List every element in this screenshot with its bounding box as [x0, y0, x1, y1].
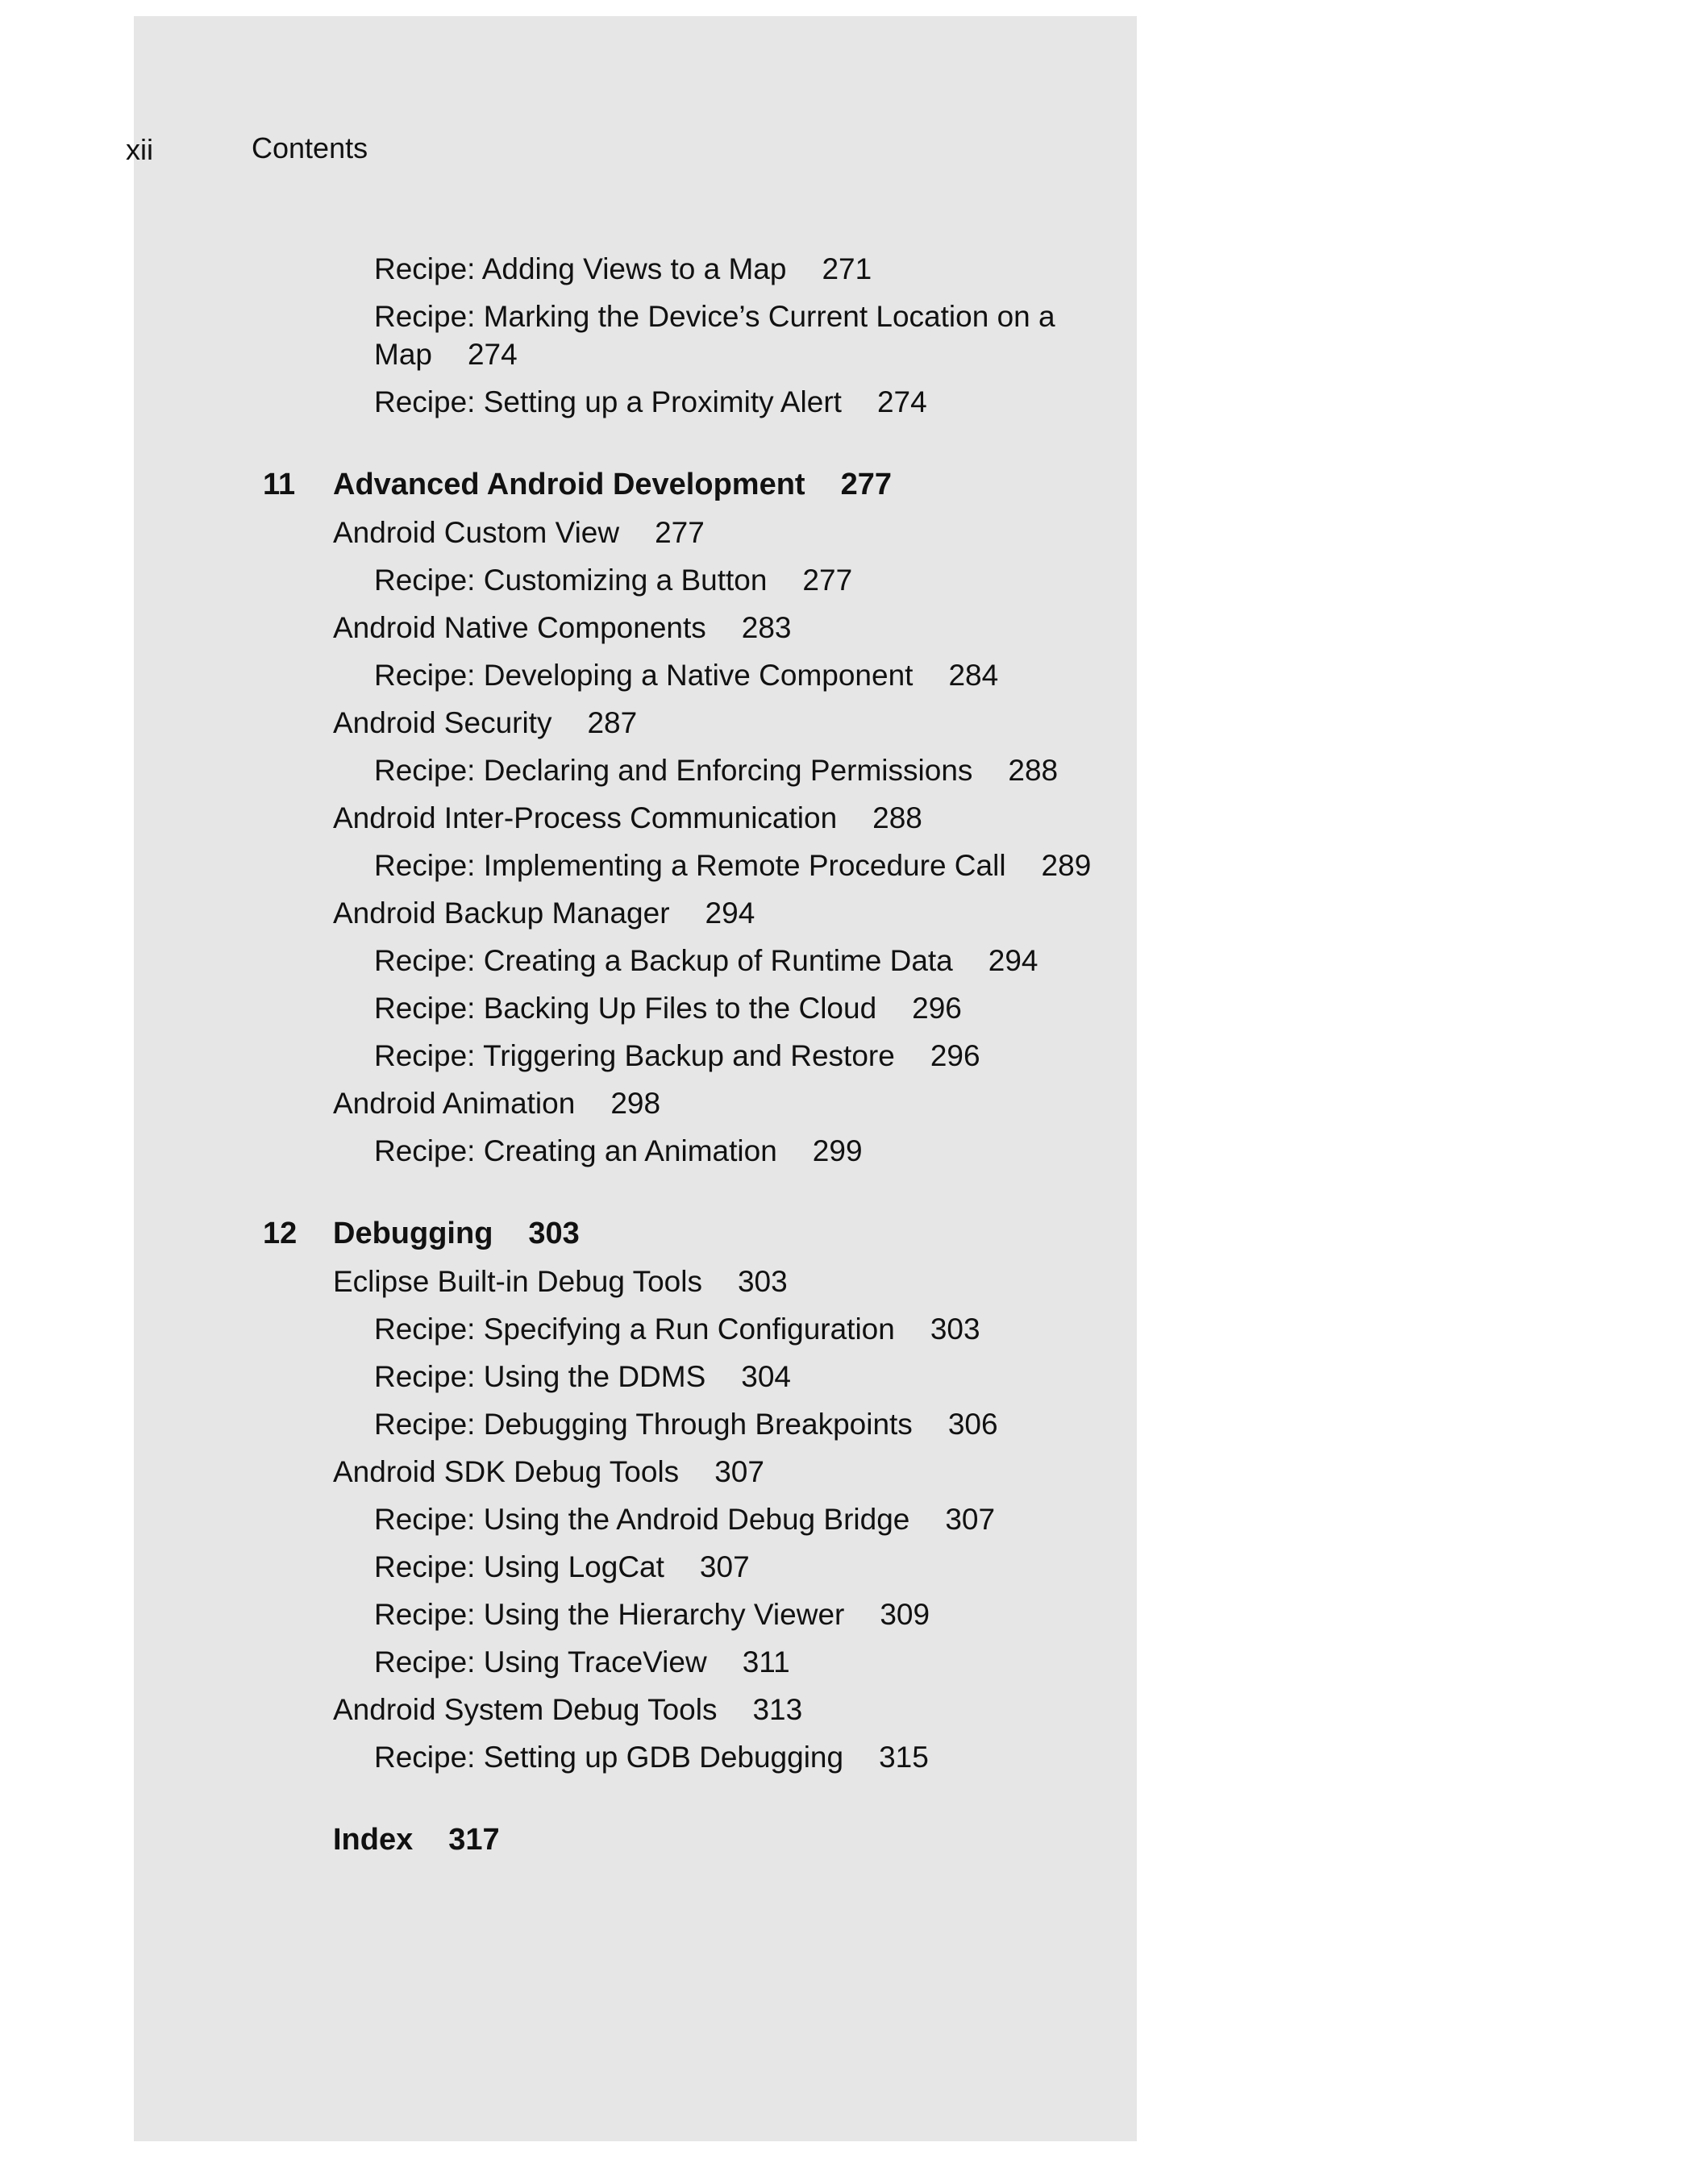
toc-entry-title: Recipe: Setting up GDB Debugging: [374, 1741, 844, 1774]
toc-entry-page: 288: [872, 801, 922, 834]
chapter-title: Advanced Android Development: [333, 468, 805, 501]
toc-entry-page: 296: [912, 992, 962, 1025]
toc-entry-page: 315: [879, 1741, 929, 1774]
page-number: xii: [126, 133, 153, 166]
chapter-number: 11: [263, 468, 296, 501]
toc-entry-title: Recipe: Triggering Backup and Restore: [374, 1039, 895, 1072]
toc-entry-title: Android Custom View: [333, 516, 620, 549]
toc-entry-title: Android System Debug Tools: [333, 1693, 718, 1726]
toc-entry-title: Recipe: Using the Hierarchy Viewer: [374, 1598, 845, 1631]
toc-entry-title: Recipe: Using the Android Debug Bridge: [374, 1503, 910, 1536]
toc-entry-title: Android SDK Debug Tools: [333, 1455, 680, 1488]
toc-entry: [134, 383, 1137, 421]
toc-entry: [134, 989, 1137, 1027]
chapter-heading: [134, 466, 1137, 504]
toc-entry-page: 299: [812, 1134, 863, 1167]
toc-entry: [134, 1595, 1137, 1633]
table-of-contents: [134, 250, 1137, 1869]
toc-entry-title: Recipe: Creating a Backup of Runtime Data: [374, 944, 953, 977]
toc-entry-page: 274: [876, 385, 927, 418]
toc-entry-title: Recipe: Specifying a Run Configuration: [374, 1312, 895, 1346]
toc-entry: [134, 297, 1084, 373]
toc-entry-page: 307: [699, 1550, 750, 1583]
toc-entry-title: Recipe: Using TraceView: [374, 1645, 707, 1679]
toc-entry: [134, 751, 1137, 789]
toc-entry-page: 303: [930, 1312, 980, 1346]
chapter-page: 277: [840, 468, 892, 501]
toc-entry: [134, 1500, 1137, 1538]
toc-entry-title: Recipe: Implementing a Remote Procedure Call: [374, 849, 1006, 882]
toc-entry-page: 309: [880, 1598, 930, 1631]
chapter-page: 303: [528, 1217, 580, 1250]
toc-entry: [134, 1084, 1137, 1122]
toc-entry-title: Recipe: Backing Up Files to the Cloud: [374, 992, 877, 1025]
chapter-heading: [134, 1215, 1137, 1253]
toc-entry-title: Recipe: Debugging Through Breakpoints: [374, 1408, 913, 1441]
chapter-title: Debugging: [333, 1217, 493, 1250]
toc-entry-page: 298: [610, 1087, 661, 1120]
toc-entry-page: 277: [655, 516, 705, 549]
toc-entry-page: 303: [737, 1265, 788, 1298]
toc-entry: [134, 704, 1137, 742]
index-page: 317: [448, 1823, 500, 1857]
toc-entry-title: Recipe: Setting up a Proximity Alert: [374, 385, 842, 418]
toc-entry-title: Recipe: Using LogCat: [374, 1550, 664, 1583]
toc-entry-page: 304: [741, 1360, 791, 1393]
index-title: Index: [333, 1823, 414, 1857]
toc-entry-title: Recipe: Using the DDMS: [374, 1360, 706, 1393]
toc-entry-page: 306: [947, 1408, 998, 1441]
toc-entry-title: Recipe: Developing a Native Component: [374, 659, 914, 692]
toc-entry-page: 277: [802, 564, 853, 597]
toc-entry: [134, 1643, 1137, 1681]
toc-entry: [134, 942, 1137, 980]
running-head: Contents: [252, 131, 368, 164]
toc-entry: [134, 1691, 1137, 1728]
toc-entry: [134, 1453, 1137, 1491]
toc-entry-title: Recipe: Adding Views to a Map: [374, 252, 787, 285]
toc-entry-title: Android Inter-Process Communication: [333, 801, 838, 834]
toc-entry-title: Eclipse Built-in Debug Tools: [333, 1265, 702, 1298]
toc-entry-title: Android Backup Manager: [333, 896, 670, 930]
toc-entry-page: 288: [1008, 754, 1059, 787]
toc-entry-title: Android Security: [333, 706, 552, 739]
toc-entry: [134, 1263, 1137, 1300]
toc-entry-page: 271: [822, 252, 872, 285]
toc-entry-page: 311: [742, 1645, 790, 1679]
toc-entry-title: Recipe: Customizing a Button: [374, 564, 768, 597]
toc-entry: [134, 514, 1137, 551]
toc-entry-title: Recipe: Creating an Animation: [374, 1134, 777, 1167]
toc-entry: [134, 799, 1137, 837]
toc-entry-page: 294: [705, 896, 755, 930]
toc-entry-page: 296: [930, 1039, 980, 1072]
toc-entry-page: 283: [741, 611, 792, 644]
toc-entry-title: Android Animation: [333, 1087, 576, 1120]
chapter-number: 12: [263, 1217, 298, 1250]
toc-entry-page: 307: [714, 1455, 764, 1488]
toc-entry-title: Android Native Components: [333, 611, 706, 644]
toc-entry-page: 284: [948, 659, 999, 692]
toc-entry-page: 307: [945, 1503, 996, 1536]
toc-entry-title: Recipe: Marking the Device’s Current Location on a Map: [374, 300, 1055, 371]
toc-entry-title: Recipe: Declaring and Enforcing Permissions: [374, 754, 973, 787]
toc-entry-page: 289: [1041, 849, 1092, 882]
toc-entry: [134, 1310, 1137, 1348]
toc-entry-page: 287: [587, 706, 638, 739]
toc-entry: [134, 1548, 1137, 1586]
toc-entry: [134, 847, 1137, 884]
toc-entry: [134, 1132, 1137, 1170]
index-heading: [134, 1821, 1137, 1859]
toc-entry: [134, 894, 1137, 932]
toc-entry: [134, 1738, 1137, 1776]
toc-entry: [134, 250, 1137, 288]
toc-entry: [134, 561, 1137, 599]
book-page: [126, 16, 1137, 2141]
toc-entry: [134, 609, 1137, 647]
toc-entry: [134, 1405, 1137, 1443]
toc-entry-page: 294: [988, 944, 1038, 977]
toc-entry: [134, 1358, 1137, 1396]
toc-entry: [134, 656, 1137, 694]
toc-entry-page: 313: [752, 1693, 803, 1726]
toc-entry-page: 274: [467, 338, 518, 371]
toc-entry: [134, 1037, 1137, 1075]
